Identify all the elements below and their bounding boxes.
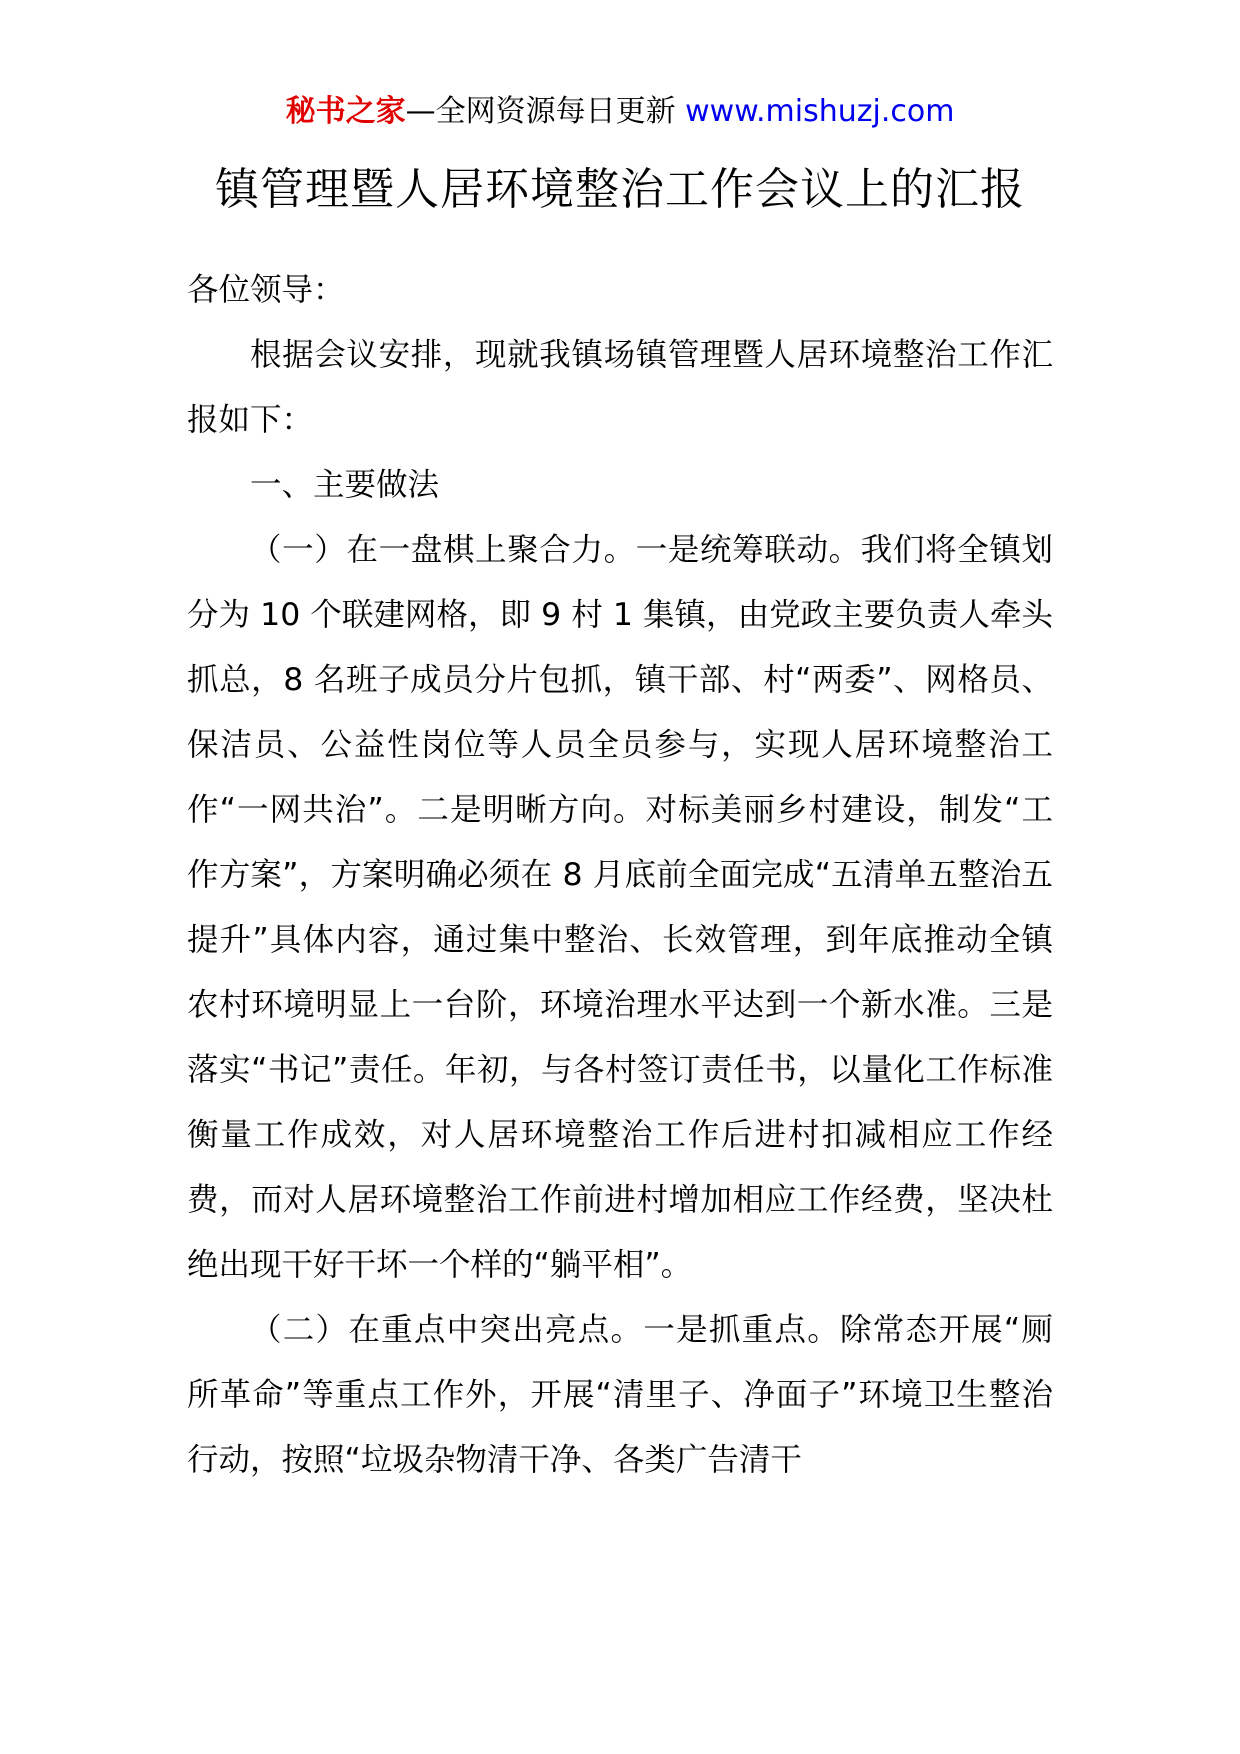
salutation: 各位领导： bbox=[187, 272, 345, 308]
site-header bbox=[0, 92, 1240, 132]
header-slogan: —全网资源每日更新 bbox=[405, 94, 686, 129]
site-url-link[interactable]: www.mishuzj.com bbox=[685, 94, 955, 129]
brand-name: 秘书之家 bbox=[285, 94, 406, 129]
intro-paragraph: 根据会议安排，现就我镇场镇管理暨人居环境整治工作汇报如下： bbox=[187, 337, 1053, 438]
body-paragraph-2: （二）在重点中突出亮点。一是抓重点。除常态开展“厕所革命”等重点工作外，开展“清里子、净面子”环境卫生整治行动，按照“垃圾杂物清干净、各类广告清干 bbox=[187, 1312, 1053, 1478]
section-heading: 一、主要做法 bbox=[250, 467, 440, 503]
document-body bbox=[187, 258, 1053, 1493]
document-title: 镇管理暨人居环境整治工作会议上的汇报 bbox=[215, 164, 1025, 215]
body-paragraph-1: （一）在一盘棋上聚合力。一是统筹联动。我们将全镇划分为 10 个联建网格，即 9 村 1 集镇，由党政主要负责人牵头抓总，8 名班子成员分片包抓，镇干部、村“两委”、网格员、保洁员、公益性岗位等人员全员参与，实现人居环境整治工作“一网共治”。二是明晰方向。对标美丽乡村建设，制发“工作方案”，方案明确必须在 8 月底前全面完成“五清单五整治五提升”具体内容，通过集中整治、长效管理，到年底推动全镇农村环境明显上一台阶，环境治理水平达到一个新水准。三是落实“书记”责任。年初，与各村签订责任书，以量化工作标准衡量工作成效，对人居环境整治工作后进村扣减相应工作经费，而对人居环境整治工作前进村增加相应工作经费，坚决杜绝出现干好干坏一个样的“躺平相”。 bbox=[187, 532, 1053, 1283]
